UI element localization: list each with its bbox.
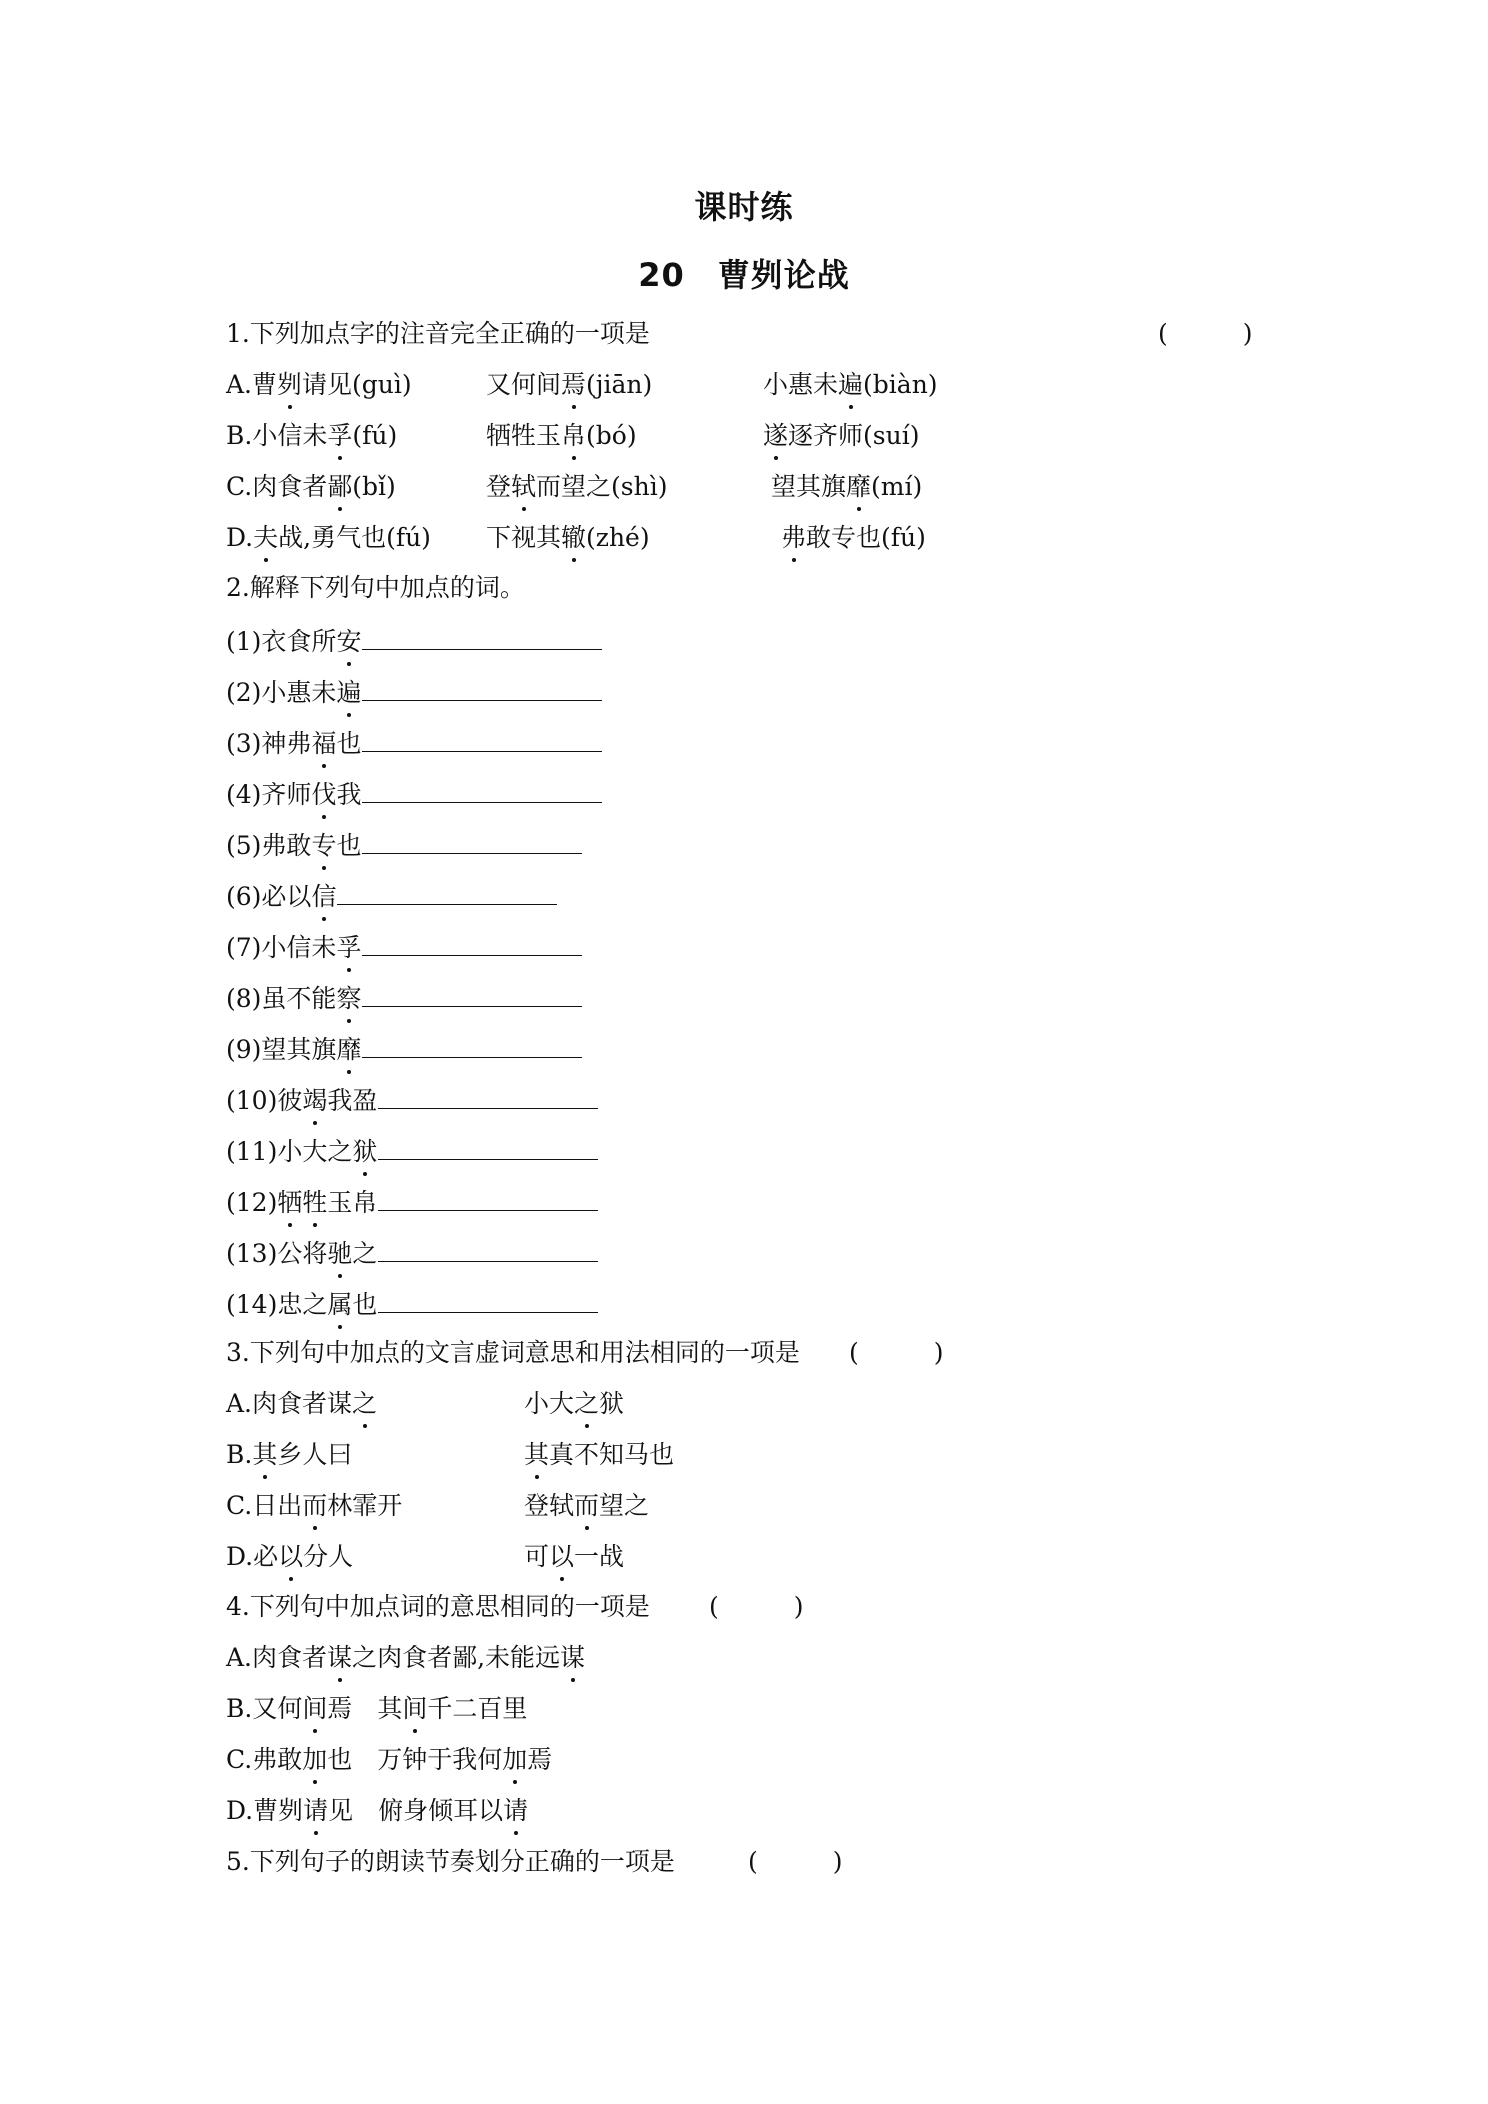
option-col-c (763, 416, 919, 456)
text-segment: 焉 (527, 1745, 553, 1774)
emphasized-character (763, 421, 788, 450)
text-segment: 望之 (599, 1491, 650, 1520)
item-number: (1) (226, 627, 262, 656)
emphasized-character (311, 729, 336, 758)
answer-parenthesis: ( ) (849, 1338, 944, 1367)
dotted-char: 加 (502, 1740, 527, 1780)
emphasized-character (311, 780, 336, 809)
answer-blank (362, 772, 602, 803)
item-number: (9) (226, 1035, 262, 1064)
text-segment: 林霏开 (327, 1491, 403, 1520)
dotted-char: 察 (336, 979, 361, 1019)
option-label: A. (226, 1643, 253, 1672)
option-label: C. (226, 1491, 253, 1520)
answer-blank (362, 823, 582, 854)
option-col-b (486, 518, 650, 558)
fill-blank-row (226, 925, 582, 965)
text-segment: 小信未 (252, 421, 328, 450)
text-segment: 小惠未 (261, 678, 337, 707)
item-number: (13) (226, 1239, 278, 1268)
option-col-a (226, 1384, 377, 1424)
dotted-char: 遍 (838, 365, 863, 405)
text-segment: 千二百里 (427, 1694, 528, 1723)
option-col-a (226, 365, 412, 405)
fill-blank-row (226, 1027, 582, 1067)
option-col-b (486, 467, 667, 507)
fill-blank-row (226, 619, 602, 659)
text-segment: 战,勇气也(fú) (278, 523, 431, 552)
emphasized-character (402, 1694, 427, 1723)
text-segment: 弗敢 (261, 831, 312, 860)
dotted-char: 刿 (277, 365, 302, 405)
text-segment: (biàn) (863, 370, 938, 399)
text-segment: 小大 (524, 1389, 575, 1418)
text-segment: 也 (336, 729, 362, 758)
item-number: (2) (226, 678, 262, 707)
fill-blank-row (226, 772, 602, 812)
text-segment: 而望之(shì) (536, 472, 668, 501)
item-number: (11) (226, 1137, 278, 1166)
option-label: B. (226, 1440, 253, 1469)
emphasized-character (302, 1745, 327, 1774)
emphasized-character (311, 831, 336, 860)
emphasized-character (327, 1643, 352, 1672)
emphasized-character (327, 421, 352, 450)
dotted-char: 辙 (561, 518, 586, 558)
answer-parenthesis: ( ) (748, 1847, 843, 1876)
answer-blank (337, 874, 557, 905)
dotted-char: 属 (327, 1285, 352, 1325)
option-col-b (524, 1384, 624, 1424)
emphasized-character (336, 1035, 361, 1064)
dotted-char: 专 (311, 826, 336, 866)
dotted-char: 靡 (846, 467, 871, 507)
text-segment: 牺牲玉 (486, 421, 562, 450)
text-segment: 肉食者鄙,未能远 (377, 1643, 561, 1672)
text-segment: 曹 (252, 370, 278, 399)
option-col-b (524, 1486, 649, 1526)
text-segment: 小惠未 (763, 370, 839, 399)
dotted-char: 加 (302, 1740, 327, 1780)
text-segment: 小大之 (277, 1137, 353, 1166)
dotted-char: 孚 (336, 928, 361, 968)
emphasized-character (574, 1491, 599, 1520)
option-label: A. (226, 370, 253, 399)
dotted-char: 请 (503, 1791, 528, 1831)
dotted-char: 伐 (311, 775, 336, 815)
text-segment: 衣食所 (261, 627, 337, 656)
option-label: C. (226, 1745, 253, 1774)
dotted-char: 福 (311, 724, 336, 764)
dotted-char: 孚 (327, 416, 352, 456)
item-number: (3) (226, 729, 262, 758)
answer-blank (378, 1231, 598, 1262)
question-stem (226, 314, 1253, 354)
text-segment: 一战 (574, 1542, 625, 1571)
option-label: B. (226, 421, 253, 450)
answer-blank (362, 976, 582, 1007)
option-col-b (524, 1537, 624, 1577)
text-segment: 登轼 (524, 1491, 575, 1520)
text-segment: 弗敢 (252, 1745, 303, 1774)
dotted-char: 其 (524, 1435, 549, 1475)
option-row (226, 1689, 527, 1729)
option-col-a (226, 467, 396, 507)
option-col-a (226, 518, 431, 558)
answer-blank (362, 619, 602, 650)
option-col-a (226, 1537, 353, 1577)
dotted-char: 牲 (302, 1183, 327, 1223)
text-segment: 也 (336, 831, 362, 860)
dotted-char: 鄙 (327, 467, 352, 507)
answer-blank (362, 1027, 582, 1058)
text-segment: 狱 (599, 1389, 625, 1418)
emphasized-character (302, 1491, 327, 1520)
stem-text: 5.下列句子的朗读节奏划分正确的一项是 (226, 1847, 675, 1876)
dotted-char: 狱 (352, 1132, 377, 1172)
fill-blank-row (226, 1180, 598, 1220)
text-segment: 望其旗 (261, 1035, 337, 1064)
answer-blank (378, 1282, 598, 1313)
dotted-char: 谋 (560, 1638, 585, 1678)
text-segment: 其 (352, 1694, 403, 1723)
emphasized-character (336, 627, 361, 656)
text-segment: (zhé) (586, 523, 650, 552)
item-number: (5) (226, 831, 262, 860)
dotted-char: 焉 (561, 365, 586, 405)
emphasized-character (327, 1290, 352, 1319)
text-segment: 玉帛 (327, 1188, 378, 1217)
text-segment: 肉食者 (252, 472, 328, 501)
text-segment: (jiān) (586, 370, 653, 399)
emphasized-character (252, 1440, 277, 1469)
option-label: D. (226, 1542, 254, 1571)
emphasized-character (278, 1542, 303, 1571)
emphasized-character (302, 1086, 327, 1115)
answer-blank (362, 721, 602, 752)
text-segment: 真不知马也 (549, 1440, 675, 1469)
text-segment: (bǐ) (352, 472, 396, 501)
item-number: (6) (226, 882, 262, 911)
emphasized-character (327, 472, 352, 501)
text-segment: 神弗 (261, 729, 312, 758)
stem-text: 3.下列句中加点的文言虚词意思和用法相同的一项是 (226, 1338, 800, 1367)
dotted-char: 遂 (763, 416, 788, 456)
emphasized-character (302, 1694, 327, 1723)
emphasized-character (574, 1389, 599, 1418)
text-segment: 俯身倾耳以 (353, 1796, 504, 1825)
text-segment: 肉食者谋 (252, 1389, 353, 1418)
text-segment: 也 (327, 1745, 353, 1774)
text-segment: 敢专也(fú) (806, 523, 926, 552)
text-segment: 齐师 (261, 780, 312, 809)
fill-blank-row (226, 670, 602, 710)
text-segment: 小信未 (261, 933, 337, 962)
option-row (226, 1638, 585, 1678)
text-segment: 忠之 (277, 1290, 328, 1319)
stem-text: 1.下列加点字的注音完全正确的一项是 (226, 319, 650, 348)
dotted-char: 之 (574, 1384, 599, 1424)
lesson-title: 20 曹刿论战 (638, 256, 850, 294)
dotted-char: 夫 (253, 518, 278, 558)
item-number: (14) (226, 1290, 278, 1319)
emphasized-character (336, 984, 361, 1013)
fill-blank-row (226, 823, 582, 863)
item-number: (4) (226, 780, 262, 809)
dotted-char: 而 (574, 1486, 599, 1526)
emphasized-character (560, 1643, 585, 1672)
text-segment: 又何 (252, 1694, 303, 1723)
emphasized-character (503, 1796, 528, 1825)
text-segment: (bó) (586, 421, 637, 450)
question-stem (226, 1587, 804, 1627)
emphasized-character (277, 370, 302, 399)
dotted-char: 靡 (336, 1030, 361, 1070)
text-segment: 见 (328, 1796, 354, 1825)
dotted-char: 牺 (277, 1183, 302, 1223)
stem-text: 4.下列句中加点词的意思相同的一项是 (226, 1592, 650, 1621)
text-segment: 之 (352, 1239, 378, 1268)
text-segment: 日出 (252, 1491, 303, 1520)
item-number: (7) (226, 933, 262, 962)
dotted-char: 安 (336, 622, 361, 662)
option-label: C. (226, 472, 253, 501)
dotted-char: 弗 (781, 518, 806, 558)
option-col-a (226, 416, 397, 456)
emphasized-character (502, 1745, 527, 1774)
option-col-c (781, 518, 926, 558)
emphasized-character (511, 472, 536, 501)
dotted-char: 信 (311, 877, 336, 917)
text-segment: 下视其 (486, 523, 562, 552)
answer-blank (378, 1180, 598, 1211)
text-segment: 必 (253, 1542, 279, 1571)
option-col-c (771, 467, 922, 507)
emphasized-character (838, 370, 863, 399)
emphasized-character (253, 523, 278, 552)
dotted-char: 帛 (561, 416, 586, 456)
text-segment: 我盈 (327, 1086, 378, 1115)
option-col-b (486, 365, 652, 405)
answer-blank (378, 1078, 598, 1109)
item-number: (10) (226, 1086, 278, 1115)
emphasized-character (303, 1796, 328, 1825)
dotted-char: 竭 (302, 1081, 327, 1121)
emphasized-character (336, 933, 361, 962)
dotted-char: 间 (402, 1689, 427, 1729)
dotted-char: 谋 (327, 1638, 352, 1678)
emphasized-character (352, 1389, 377, 1418)
emphasized-character (561, 523, 586, 552)
question-stem (226, 568, 525, 608)
option-label: D. (226, 1796, 254, 1825)
emphasized-character (524, 1440, 549, 1469)
emphasized-character (561, 421, 586, 450)
emphasized-character (846, 472, 871, 501)
text-segment: 焉 (327, 1694, 353, 1723)
answer-parenthesis: ( ) (1158, 319, 1253, 348)
option-row (226, 1740, 552, 1780)
text-segment: 又何间 (486, 370, 562, 399)
option-label: A. (226, 1389, 253, 1418)
text-segment: 曹刿 (253, 1796, 304, 1825)
text-segment: (fú) (352, 421, 398, 450)
text-segment: 彼 (277, 1086, 303, 1115)
option-col-b (486, 416, 637, 456)
text-segment: 逐齐师(suí) (788, 421, 920, 450)
emphasized-character (336, 678, 361, 707)
text-segment: 也 (352, 1290, 378, 1319)
fill-blank-row (226, 1282, 598, 1322)
text-segment: 我 (336, 780, 362, 809)
answer-blank (362, 925, 582, 956)
dotted-char: 以 (549, 1537, 574, 1577)
text-segment: 公将 (277, 1239, 328, 1268)
dotted-char: 驰 (327, 1234, 352, 1274)
option-col-b (524, 1435, 674, 1475)
option-col-a (226, 1435, 352, 1475)
fill-blank-row (226, 874, 557, 914)
answer-parenthesis: ( ) (709, 1592, 804, 1621)
dotted-char: 其 (252, 1435, 277, 1475)
page-title: 课时练 (694, 188, 794, 226)
answer-blank (378, 1129, 598, 1160)
fill-blank-row (226, 1231, 598, 1271)
emphasized-character (352, 1137, 377, 1166)
dotted-char: 请 (303, 1791, 328, 1831)
fill-blank-row (226, 1078, 598, 1118)
item-number: (8) (226, 984, 262, 1013)
emphasized-character (561, 370, 586, 399)
item-number: (12) (226, 1188, 278, 1217)
emphasized-character (327, 1239, 352, 1268)
text-segment: 分人 (303, 1542, 354, 1571)
option-label: B. (226, 1694, 253, 1723)
emphasized-character (549, 1542, 574, 1571)
text-segment: 必以 (261, 882, 312, 911)
text-segment: 肉食者 (252, 1643, 328, 1672)
text-segment: 登 (486, 472, 512, 501)
text-segment: (mí) (871, 472, 923, 501)
fill-blank-row (226, 1129, 598, 1169)
text-segment: 可 (524, 1542, 550, 1571)
option-col-c (763, 365, 938, 405)
dotted-char: 之 (352, 1384, 377, 1424)
emphasized-character (277, 1188, 327, 1217)
text-segment: 望其旗 (771, 472, 847, 501)
stem-text: 2.解释下列句中加点的词。 (226, 573, 525, 602)
emphasized-character (781, 523, 806, 552)
text-segment: 请见(guì) (302, 370, 412, 399)
text-segment: 之 (352, 1643, 378, 1672)
fill-blank-row (226, 721, 602, 761)
dotted-char: 以 (278, 1537, 303, 1577)
option-col-a (226, 1486, 402, 1526)
dotted-char: 遍 (336, 673, 361, 713)
text-segment: 虽不能 (261, 984, 337, 1013)
option-row (226, 1791, 528, 1831)
dotted-char: 而 (302, 1486, 327, 1526)
emphasized-character (311, 882, 336, 911)
dotted-char: 轼 (511, 467, 536, 507)
answer-blank (362, 670, 602, 701)
fill-blank-row (226, 976, 582, 1016)
text-segment: 乡人曰 (277, 1440, 353, 1469)
question-stem (226, 1842, 843, 1882)
option-label: D. (226, 523, 254, 552)
question-stem (226, 1333, 944, 1373)
text-segment: 万钟于我何 (352, 1745, 503, 1774)
dotted-char: 间 (302, 1689, 327, 1729)
